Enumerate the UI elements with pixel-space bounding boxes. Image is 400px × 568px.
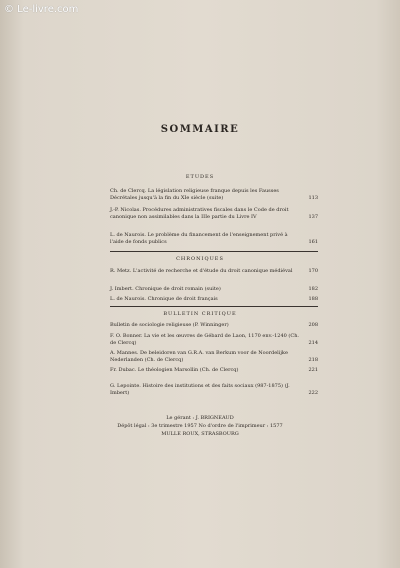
toc-entry <box>110 188 318 202</box>
toc-entry-text: J.-P. Nicolas. Procédures administratives fiscales dans le Code de droit canonique non assimilables dans la IIIe partie du Livre IV <box>110 207 289 220</box>
toc-entry-page: 208 <box>308 322 318 328</box>
imprint-legal-deposit: Dépôt légal : 3e trimestre 1957 No d'ordre de l'imprimeur : 1577 <box>117 423 283 429</box>
toc-entry-text: L. de Naurois. Chronique de droit français <box>110 296 218 302</box>
toc-entry-page: 182 <box>308 286 318 292</box>
toc-entry <box>110 333 318 347</box>
toc-entry-text: J. Imbert. Chronique de droit romain (suite) <box>110 286 221 292</box>
imprint-printer: MULLE ROUX, STRASBOURG <box>161 431 239 437</box>
divider <box>110 251 318 252</box>
toc-entry-text: Fr. Dubac. Le théologien Marsollin (Ch. de Clercq) <box>110 367 239 373</box>
divider <box>110 306 318 307</box>
toc-entry-page: 137 <box>308 214 318 220</box>
section-heading-etudes: ETUDES <box>185 174 215 180</box>
page-title: SOMMAIRE <box>160 124 240 135</box>
toc-entry-page: 170 <box>308 268 318 274</box>
section-heading-bulletin-critique: BULLETIN CRITIQUE <box>163 311 237 317</box>
toc-entry-page: 221 <box>308 367 318 373</box>
toc-entry <box>110 322 318 329</box>
toc-entry <box>110 207 318 221</box>
watermark: © Le-livre.com <box>4 4 79 15</box>
toc-entry <box>110 296 318 303</box>
toc-entry-page: 222 <box>308 390 318 396</box>
toc-entry-text: Ch. de Clercq. La législation religieuse franque depuis les Fausses Décrétales jusqu'à la fin du XIe siècle (suite) <box>110 188 279 201</box>
toc-entry-text: Bulletin de sociologie religieuse (P. Winninger) <box>110 322 229 328</box>
toc-entry-text: A. Mannes. De beleidoren van G.R.A. van Berkum voor de Noordelijke Nederlanden (Ch. de Clercq) <box>110 350 288 363</box>
toc-entry-page: 188 <box>308 296 318 302</box>
toc-entry-text: G. Lepointe. Histoire des institutions et des faits sociaux (987-1875) (J. Imbert) <box>110 383 290 396</box>
toc-entry-text: F. O. Bonner. La vie et les œuvres de Gébard de Laon, 1170 env.-1240 (Ch. de Clercq) <box>110 333 300 346</box>
toc-entry <box>110 350 318 364</box>
toc-entry <box>110 367 318 374</box>
imprint <box>0 414 400 438</box>
toc-entry-page: 161 <box>308 239 318 245</box>
toc-entry-page: 214 <box>308 340 318 346</box>
toc-entry-text: R. Metz. L'activité de recherche et d'étude du droit canonique médiéval <box>110 268 293 274</box>
toc-entry-text: L. de Naurois. Le problème du financement de l'enseignement privé à l'aide de fonds publics <box>110 232 288 245</box>
toc-entry <box>110 268 318 275</box>
section-heading-chroniques: CHRONIQUES <box>176 256 224 262</box>
toc-entry-page: 218 <box>308 357 318 363</box>
toc-entry <box>110 232 318 246</box>
toc-entry <box>110 286 318 293</box>
toc-entry-page: 113 <box>308 195 318 201</box>
toc-entry <box>110 383 318 397</box>
imprint-manager: Le gérant : J. BRIGNEAUD <box>166 415 234 421</box>
